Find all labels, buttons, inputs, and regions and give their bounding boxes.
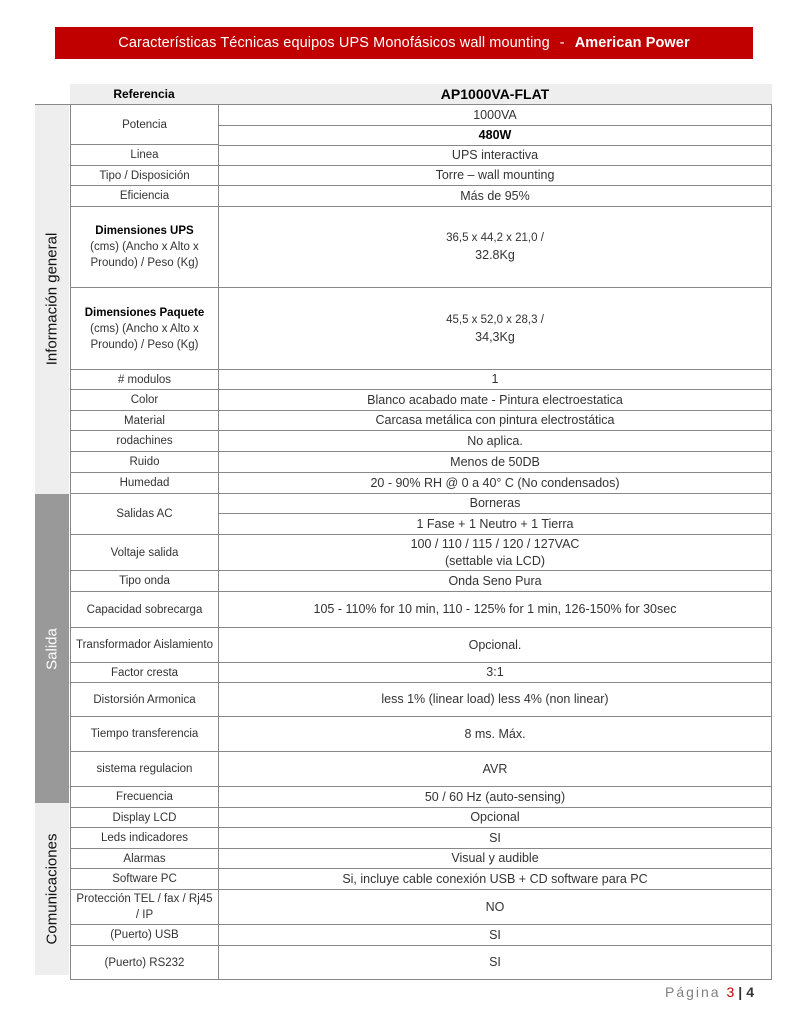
value-dim-ups-line2: 32.8Kg <box>475 248 515 262</box>
label-linea: Linea <box>70 145 218 166</box>
value-alarmas: Visual y audible <box>218 849 772 869</box>
row-display <box>35 808 772 828</box>
row-software <box>35 869 772 890</box>
label-modulos: # modulos <box>70 370 218 390</box>
value-dimensiones-paquete <box>218 288 772 370</box>
value-salidas-2: 1 Fase + 1 Neutro + 1 Tierra <box>218 514 772 535</box>
value-voltaje <box>218 535 772 571</box>
label-distorsion: Distorsión Armonica <box>70 683 218 717</box>
label-rs232: (Puerto) RS232 <box>70 946 218 980</box>
label-dim-ups-bold: Dimensiones UPS <box>95 225 194 237</box>
row-humedad <box>35 473 772 494</box>
row-potencia <box>35 104 772 145</box>
label-transformador: Transformador Aislamiento <box>70 628 218 663</box>
header-label: Referencia <box>70 84 218 104</box>
value-dim-paq-line1: 45,5 x 52,0 x 28,3 / <box>446 313 544 326</box>
header-value: AP1000VA-FLAT <box>218 84 772 104</box>
row-rs232 <box>35 946 772 980</box>
value-rodachines: No aplica. <box>218 431 772 452</box>
label-voltaje: Voltaje salida <box>70 535 218 571</box>
value-modulos: 1 <box>218 370 772 390</box>
value-color: Blanco acabado mate - Pintura electroestatica <box>218 390 772 411</box>
row-tipo-onda <box>35 571 772 592</box>
value-salidas-1: Borneras <box>218 494 772 514</box>
row-transferencia <box>35 717 772 752</box>
row-distorsion <box>35 683 772 717</box>
value-dim-ups-line1: 36,5 x 44,2 x 21,0 / <box>446 232 544 244</box>
label-potencia: Potencia <box>70 105 218 145</box>
label-humedad: Humedad <box>70 473 218 494</box>
value-proteccion: NO <box>218 890 772 925</box>
row-rodachines <box>35 431 772 452</box>
label-alarmas: Alarmas <box>70 849 218 869</box>
value-dim-paq-line2: 34,3Kg <box>475 329 515 344</box>
label-factor-cresta: Factor cresta <box>70 663 218 683</box>
row-modulos <box>35 370 772 390</box>
label-software: Software PC <box>70 869 218 890</box>
row-salidas-ac <box>35 494 772 535</box>
group-info-label: Información general <box>43 232 61 366</box>
row-ruido <box>35 452 772 473</box>
label-dim-paq-rest: (cms) (Ancho x Alto x Proundo) / Peso (Kg) <box>90 322 199 351</box>
row-material <box>35 411 772 431</box>
label-tipo-onda: Tipo onda <box>70 571 218 592</box>
value-tipo-onda: Onda Seno Pura <box>218 571 772 592</box>
label-proteccion: Protección TEL / fax / Rj45 / IP <box>70 890 218 925</box>
footer-bar: | <box>738 984 743 1000</box>
label-ruido: Ruido <box>70 452 218 473</box>
row-tipo <box>35 166 772 186</box>
row-proteccion <box>35 890 772 925</box>
value-tipo: Torre – wall mounting <box>218 166 772 186</box>
value-potencia-va: 1000VA <box>218 105 772 126</box>
label-regulacion: sistema regulacion <box>70 752 218 787</box>
footer-page-number: 3 <box>726 984 735 1000</box>
row-regulacion <box>35 752 772 787</box>
label-dim-ups-rest: (cms) (Ancho x Alto x Proundo) / Peso (Kg) <box>90 241 199 269</box>
value-ruido: Menos de 50DB <box>218 452 772 473</box>
value-sobrecarga: 105 - 110% for 10 min, 110 - 125% for 1 min, 126-150% for 30sec <box>218 592 772 628</box>
label-leds: Leds indicadores <box>70 828 218 849</box>
banner-brand: American Power <box>574 35 690 51</box>
row-eficiencia <box>35 186 772 207</box>
value-dimensiones-ups <box>218 207 772 288</box>
label-transferencia: Tiempo transferencia <box>70 717 218 752</box>
value-humedad: 20 - 90% RH @ 0 a 40° C (No condensados) <box>218 473 772 494</box>
label-rodachines: rodachines <box>70 431 218 452</box>
footer-page-total: 4 <box>746 984 754 1000</box>
banner-title: Características Técnicas equipos UPS Monofásicos wall mounting <box>118 35 550 51</box>
value-leds: SI <box>218 828 772 849</box>
row-voltaje <box>35 535 772 571</box>
row-dimensiones-ups <box>35 207 772 288</box>
value-voltaje-1: 100 / 110 / 115 / 120 / 127VAC <box>410 536 580 551</box>
title-banner <box>55 27 753 59</box>
row-linea <box>35 145 772 166</box>
label-sobrecarga: Capacidad sobrecarga <box>70 592 218 628</box>
page-footer <box>665 984 754 1000</box>
label-eficiencia: Eficiencia <box>70 186 218 207</box>
spec-table <box>35 84 772 980</box>
value-software: Si, incluye cable conexión USB + CD software para PC <box>218 869 772 890</box>
value-transferencia: 8 ms. Máx. <box>218 717 772 752</box>
row-color <box>35 390 772 411</box>
header-row <box>35 84 772 104</box>
value-display: Opcional <box>218 808 772 828</box>
value-usb: SI <box>218 925 772 946</box>
label-tipo: Tipo / Disposición <box>70 166 218 186</box>
value-linea: UPS interactiva <box>218 145 772 166</box>
group-com-label: Comunicaciones <box>43 833 61 945</box>
value-rs232: SI <box>218 946 772 980</box>
label-dim-paq-bold: Dimensiones Paquete <box>84 306 205 319</box>
row-alarmas <box>35 849 772 869</box>
value-distorsion: less 1% (linear load) less 4% (non linear) <box>218 683 772 717</box>
value-potencia-w: 480W <box>218 126 772 146</box>
group-salida-label: Salida <box>43 627 61 670</box>
row-leds <box>35 828 772 849</box>
label-color: Color <box>70 390 218 411</box>
value-voltaje-2: (settable via LCD) <box>444 553 546 568</box>
row-transformador <box>35 628 772 663</box>
row-frecuencia <box>35 787 772 808</box>
label-material: Material <box>70 411 218 431</box>
label-dimensiones-paquete <box>70 288 218 370</box>
value-regulacion: AVR <box>218 752 772 787</box>
value-transformador: Opcional. <box>218 628 772 663</box>
value-factor-cresta: 3:1 <box>218 663 772 683</box>
label-salidas-ac: Salidas AC <box>70 494 218 535</box>
value-material: Carcasa metálica con pintura electrostática <box>218 411 772 431</box>
label-frecuencia: Frecuencia <box>70 787 218 808</box>
row-dimensiones-paquete <box>35 288 772 370</box>
row-usb <box>35 925 772 946</box>
banner-separator: - <box>559 35 565 51</box>
label-dimensiones-ups <box>70 207 218 288</box>
row-sobrecarga <box>35 592 772 628</box>
value-eficiencia: Más de 95% <box>218 186 772 207</box>
value-frecuencia: 50 / 60 Hz (auto-sensing) <box>218 787 772 808</box>
row-factor-cresta <box>35 663 772 683</box>
footer-word: Página <box>665 984 721 1000</box>
label-usb: (Puerto) USB <box>70 925 218 946</box>
label-display: Display LCD <box>70 808 218 828</box>
